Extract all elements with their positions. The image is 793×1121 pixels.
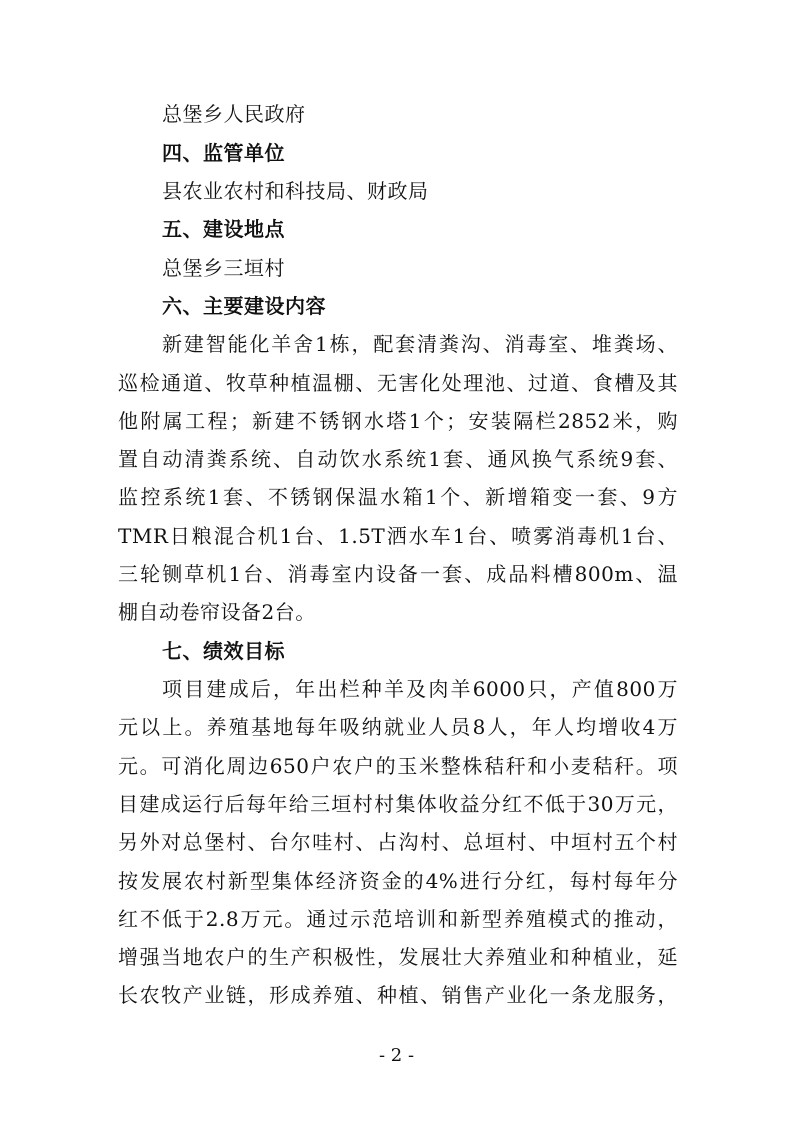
paragraph-line: 元以上。养殖基地每年吸纳就业人员8人，年人均增收4万 [118, 715, 678, 739]
paragraph-line: 棚自动卷帘设备2台。 [118, 600, 316, 624]
paragraph-line: 三轮铡草机1台、消毒室内设备一套、成品料槽800m、温 [118, 562, 678, 586]
section-heading: 五、建设地点 [162, 217, 285, 241]
paragraph-line: 按发展农村新型集体经济资金的4%进行分红，每村每年分 [118, 869, 678, 893]
paragraph-line: TMR日粮混合机1台、1.5T洒水车1台、喷雾消毒机1台、 [118, 524, 678, 548]
paragraph-line: 项目建成后，年出栏种羊及肉羊6000只，产值800万 [162, 677, 678, 701]
body-text-line: 县农业农村和科技局、财政局 [162, 179, 429, 203]
section-heading: 四、监管单位 [162, 141, 285, 165]
page-number: - 2 - [378, 1045, 415, 1066]
paragraph-line: 目建成运行后每年给三垣村村集体收益分红不低于30万元， [118, 792, 678, 816]
paragraph-line: 新建智能化羊舍1栋，配套清粪沟、消毒室、堆粪场、 [162, 332, 678, 356]
paragraph-line: 置自动清粪系统、自动饮水系统1套、通风换气系统9套、 [118, 447, 678, 471]
paragraph-line: 监控系统1套、不锈钢保温水箱1个、新增箱变一套、9方 [118, 485, 678, 509]
paragraph-line: 他附属工程；新建不锈钢水塔1个；安装隔栏2852米，购 [118, 409, 678, 433]
paragraph-line: 红不低于2.8万元。通过示范培训和新型养殖模式的推动， [118, 907, 678, 931]
paragraph-line: 长农牧产业链，形成养殖、种植、销售产业化一条龙服务， [118, 983, 678, 1007]
paragraph-line: 巡检通道、牧草种植温棚、无害化处理池、过道、食槽及其 [118, 371, 678, 395]
section-heading: 七、绩效目标 [162, 639, 285, 663]
paragraph-line: 另外对总堡村、台尔哇村、占沟村、总垣村、中垣村五个村 [118, 830, 678, 854]
section-heading: 六、主要建设内容 [162, 294, 326, 318]
body-text-line: 总堡乡三垣村 [162, 256, 285, 280]
body-text-line: 总堡乡人民政府 [162, 102, 306, 126]
paragraph-line: 元。可消化周边650户农户的玉米整株秸秆和小麦秸秆。项 [118, 754, 678, 778]
paragraph-line: 增强当地农户的生产积极性，发展壮大养殖业和种植业，延 [118, 945, 678, 969]
